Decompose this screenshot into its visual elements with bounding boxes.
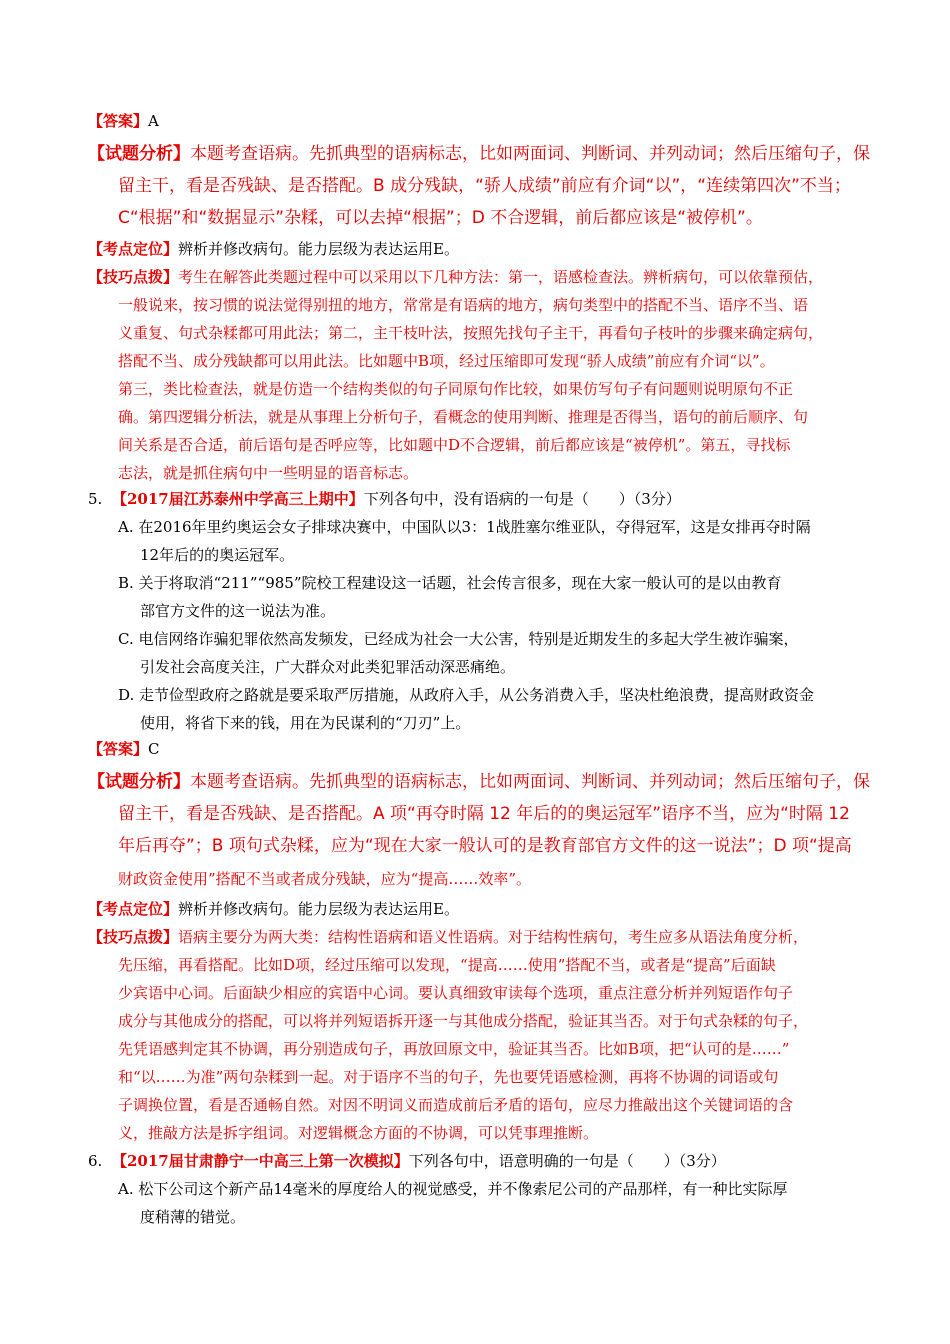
tips2-line-1 [88,926,808,948]
option-d-line-2: 使用，将省下来的钱，用在为民谋利的“刀刃”上。 [140,714,471,732]
tips-line-1 [88,266,823,288]
question-text-6: 下列各句中，语意明确的一句是（ ）（3分） [408,1152,726,1170]
tips-text: 考生在解答此类题过程中可以采用以下几种方法：第一，语感检查法。辨析病句，可以依靠预估， [178,268,824,286]
tips-line-8: 志法，就是抓住病句中一些明显的语音标志。 [118,464,419,482]
question-number: 5. [88,490,103,508]
question-text: 下列各句中，没有语病的一句是（ ）（3分） [363,490,681,508]
answer-value-2: C [148,740,160,758]
tips-line-2: 一般说来，按习惯的说法觉得别扭的地方，常常是有语病的地方，病句类型中的搭配不当、语序不当、语 [118,296,809,314]
option6-a-line-2: 度稍薄的错觉。 [140,1208,246,1226]
tips2-line-5: 先凭语感判定其不协调，再分别造成句子，再放回原文中，验证其当否。比如B项，把“认可的是……” [118,1040,790,1058]
option-b-line-2: 部官方文件的这一说法为准。 [140,602,336,620]
analysis2-line-4: 财政资金使用”搭配不当或者成分残缺，应为“提高……效率”。 [118,870,532,888]
analysis-line-2: 留主干，看是否残缺、是否搭配。B 成分残缺，“骄人成绩”前应有介词“以”，“连续第四次”不当； [118,176,851,196]
analysis-line-3: C“根据”和“数据显示”杂糅，可以去掉“根据”；D 不合逻辑，前后都应该是“被停机”。 [118,208,763,228]
option-c-line-2: 引发社会高度关注，广大群众对此类犯罪活动深恶痛绝。 [140,658,516,676]
question-stem [112,488,681,510]
analysis-text: 本题考查语病。先抓典型的语病标志，比如两面词、判断词、并列动词；然后压缩句子，保 [190,144,870,164]
tips2-line-6: 和“以……为准”两句杂糅到一起。对于语序不当的句子，先也要凭语感检测，再将不协调的词语或句 [118,1068,779,1086]
tips2-line-3: 少宾语中心词。后面缺少相应的宾语中心词。要认真细致审读每个选项，重点注意分析并列短语作句子 [118,984,794,1002]
option-a-line-1: A. 在2016年里约奥运会女子排球决赛中，中国队以3：1战胜塞尔维亚队，夺得冠军，这是女排再夺时隔 [118,518,811,536]
analysis-tag-2: 【试题分析】 [88,772,190,792]
tips-line-5: 第三，类比检查法，就是仿造一个结构类似的句子同原句作比较，如果仿写句子有问题则说明原句不正 [118,380,794,398]
answer-tag-2: 【答案】 [88,740,149,758]
point-line [88,238,459,260]
question-source: 【2017届江苏泰州中学高三上期中】 [112,490,364,508]
answer-value: A [148,112,159,130]
analysis-tag: 【试题分析】 [88,144,190,164]
point-tag-2: 【考点定位】 [88,900,179,918]
answer-tag: 【答案】 [88,112,149,130]
answer-line-2 [88,738,160,760]
point-line-2 [88,898,459,920]
option-c-line-1: C. 电信网络诈骗犯罪依然高发频发，已经成为社会一大公害，特别是近期发生的多起大学生被诈骗案， [118,630,799,648]
analysis2-line-1 [88,770,870,794]
option6-a-line-1: A. 松下公司这个新产品14毫米的厚度给人的视觉感受，并不像索尼公司的产品那样，有一种比实际厚 [118,1180,788,1198]
tips-line-6: 确。第四逻辑分析法，就是从事理上分析句子，看概念的使用判断、推理是否得当，语句的前后顺序、句 [118,408,809,426]
analysis2-line-3: 年后再夺”；B 项句式杂糅，应为“现在大家一般认可的是教育部官方文件的这一说法”；D 项“提高 [118,836,852,856]
point-text-2: 辨析并修改病句。能力层级为表达运用E。 [178,900,459,918]
question-source-6: 【2017届甘肃静宁一中高三上第一次模拟】 [112,1152,409,1170]
tips-tag: 【技巧点拨】 [88,268,179,286]
analysis2-text: 本题考查语病。先抓典型的语病标志，比如两面词、判断词、并列动词；然后压缩句子，保 [190,772,870,792]
analysis2-line-2: 留主干，看是否残缺、是否搭配。A 项“再夺时隔 12 年后的的奥运冠军”语序不当，应为“时隔 12 [118,804,850,824]
question-number-6: 6. [88,1152,103,1170]
tips2-line-2: 先压缩，再看搭配。比如D项，经过压缩可以发现，“提高……使用”搭配不当，或者是“提高”后面缺 [118,956,776,974]
answer-line [88,110,159,132]
option-d-line-1: D. 走节俭型政府之路就是要采取严厉措施，从政府入手，从公务消费入手，坚决杜绝浪费，提高财政资金 [118,686,815,704]
point-text: 辨析并修改病句。能力层级为表达运用E。 [178,240,459,258]
option-a-line-2: 12年后的的奥运冠军。 [140,546,295,564]
tips2-line-4: 成分与其他成分的搭配，可以将并列短语拆开逐一与其他成分搭配，验证其当否。对于句式杂糅的句子， [118,1012,809,1030]
question-stem-6 [112,1150,726,1172]
tips-line-4: 搭配不当、成分残缺都可以用此法。比如题中B项，经过压缩即可发现“骄人成绩”前应有介词“以”。 [118,352,775,370]
tips-line-3: 义重复、句式杂糅都可用此法；第二，主干枝叶法，按照先找句子主干，再看句子枝叶的步骤来确定病句， [118,324,824,342]
tips2-line-8: 义，推敲方法是拆字组词。对逻辑概念方面的不协调，可以凭事理推断。 [118,1124,599,1142]
analysis-line-1 [88,142,870,166]
tips-tag-2: 【技巧点拨】 [88,928,179,946]
tips2-text: 语病主要分为两大类：结构性语病和语义性语病。对于结构性病句，考生应多从语法角度分析， [178,928,809,946]
point-tag: 【考点定位】 [88,240,179,258]
tips2-line-7: 子调换位置，看是否通畅自然。对因不明词义而造成前后矛盾的语句，应尽力推敲出这个关键词语的含 [118,1096,794,1114]
tips-line-7: 间关系是否合适，前后语句是否呼应等，比如题中D不合逻辑，前后都应该是“被停机”。第五，寻找标 [118,436,791,454]
option-b-line-1: B. 关于将取消“211”“985”院校工程建设这一话题，社会传言很多，现在大家一般认可的是以由教育 [118,574,782,592]
